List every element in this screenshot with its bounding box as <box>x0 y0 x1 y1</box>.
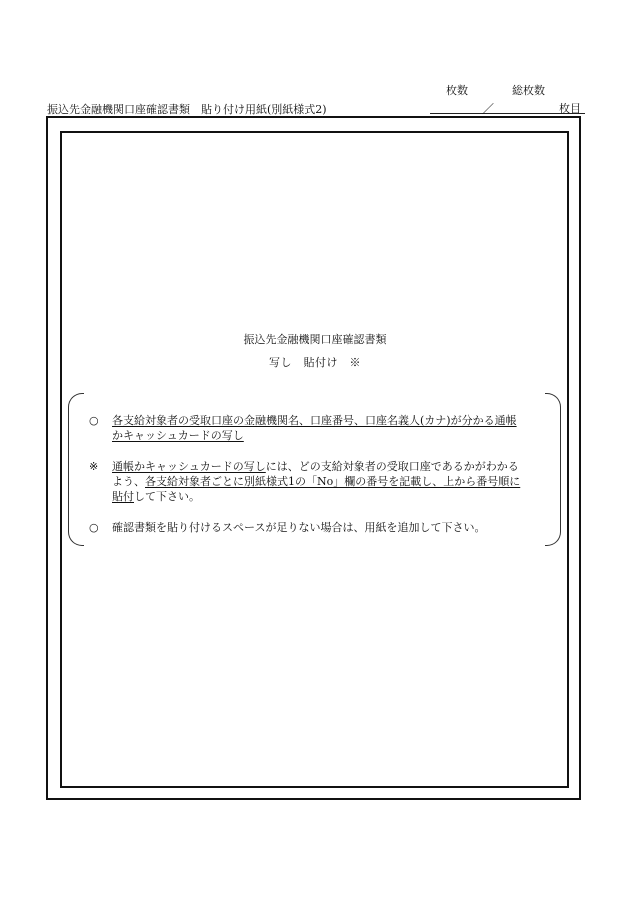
note-text: かキャッシュカードの写し <box>112 429 244 442</box>
document-title: 振込先金融機関口座確認書類 貼り付け用紙(別紙様式2) <box>47 103 327 116</box>
sheet-count-label: 枚数 <box>446 84 468 97</box>
note-text: よう、 <box>112 475 145 488</box>
note-mark: ※ <box>89 460 99 473</box>
note-text: 各支給対象者の受取口座の金融機関名、口座番号、口座名義人(カナ)が分かる通帳 <box>112 414 517 427</box>
left-bracket <box>68 393 84 546</box>
note-mark: ○ <box>89 414 99 427</box>
note-text: 通帳かキャッシュカードの写し <box>112 460 266 473</box>
note-text: して下さい。 <box>134 490 200 503</box>
note-text: 各支給対象者ごとに別紙様式1の「No」欄の番号を記載し、上から番号順に <box>145 475 521 488</box>
total-sheets-label: 総枚数 <box>512 84 545 97</box>
sheet-suffix: 枚目 <box>559 102 581 115</box>
sheet-separator: ／ <box>482 102 495 116</box>
paste-area-subtitle: 写し 貼付け ※ <box>269 356 361 369</box>
note-mark: ○ <box>89 521 99 534</box>
note-text: 貼付 <box>112 490 134 503</box>
paste-area-title: 振込先金融機関口座確認書類 <box>243 333 387 346</box>
note-text: には、どの支給対象者の受取口座であるかがわかる <box>265 460 519 473</box>
note-text: 確認書類を貼り付けるスペースが足りない場合は、用紙を追加して下さい。 <box>112 521 486 534</box>
